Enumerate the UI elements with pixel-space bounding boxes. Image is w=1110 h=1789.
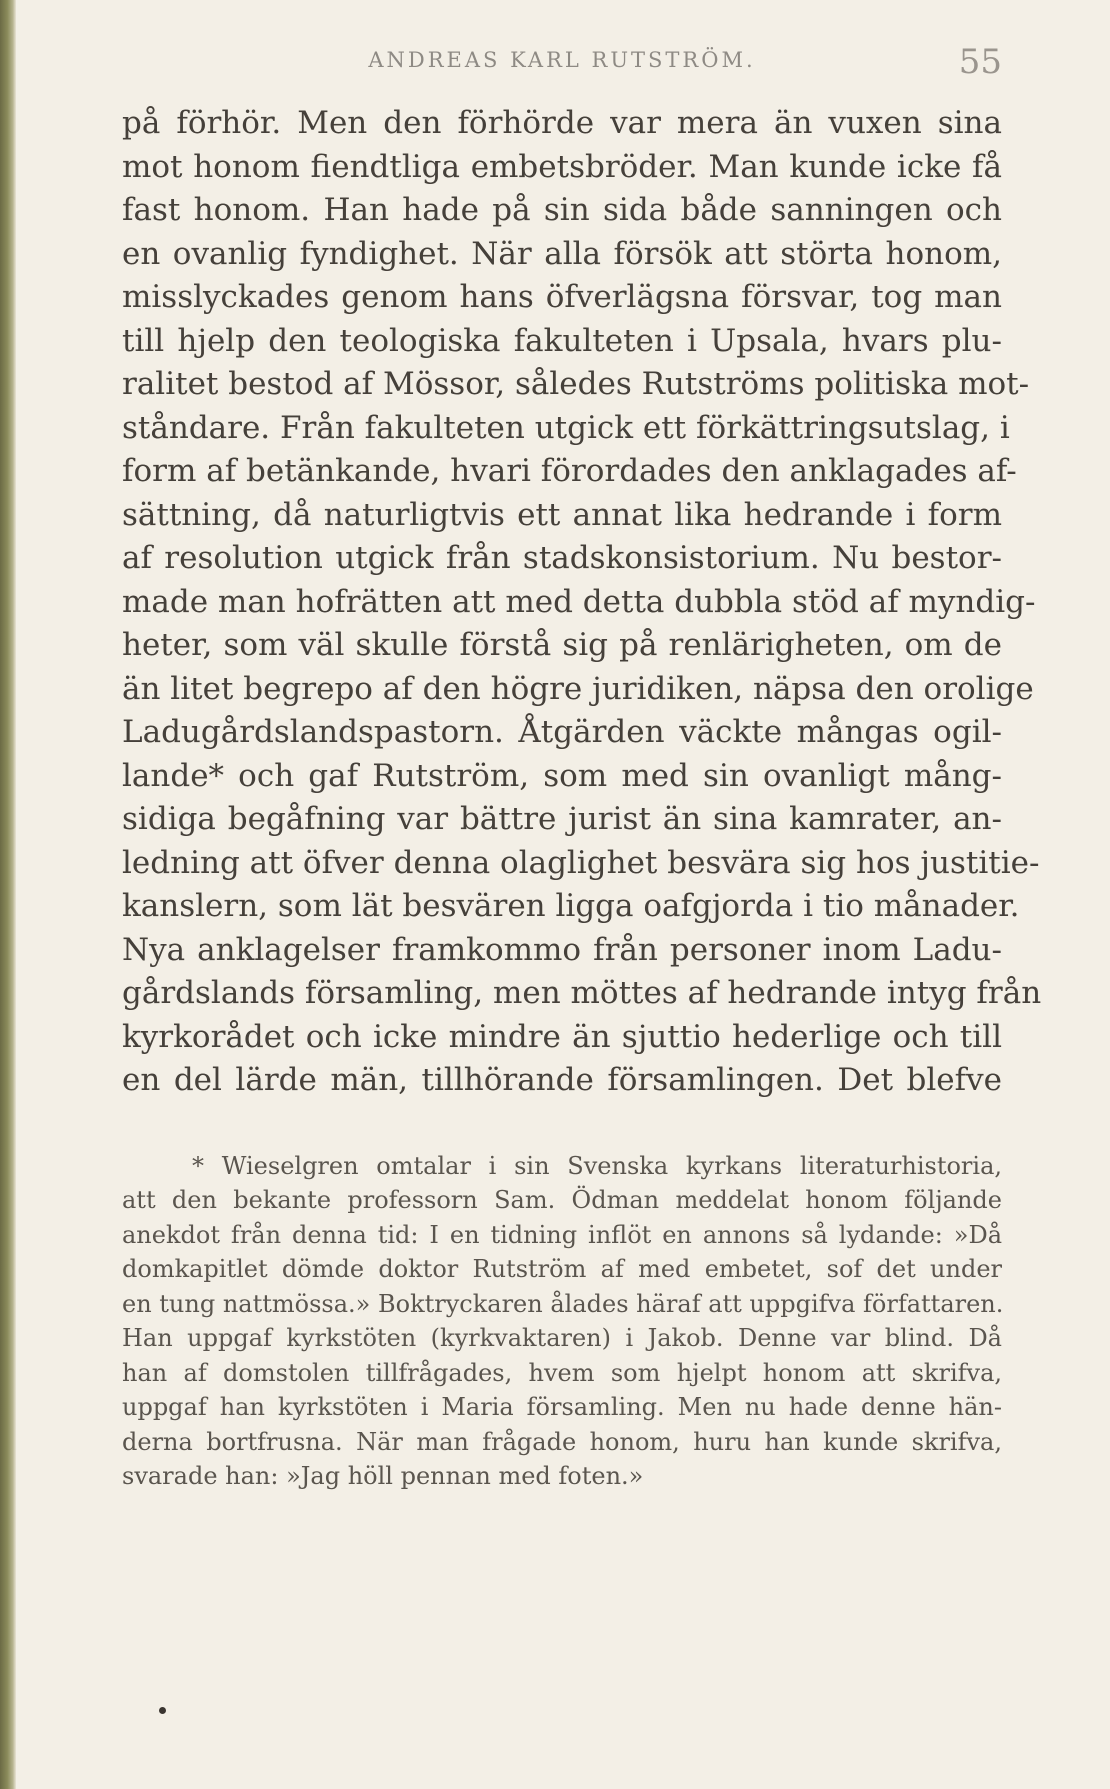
- text-line: ledning att öfver denna olaglighet besvära sig hos justitie-: [122, 844, 1040, 881]
- page-number: 55: [958, 42, 1002, 82]
- footnote-line: uppgaf han kyrkstöten i Maria församling. Men nu hade denne hän-: [122, 1393, 1002, 1421]
- text-line: kanslern, som lät besvären ligga oafgjorda i tio månader.: [122, 888, 1020, 924]
- footnote-line: han af domstolen tillfrågades, hvem som hjelpt honom att skrifva,: [122, 1358, 1002, 1387]
- binding-edge: [0, 0, 16, 1789]
- footnote-line: domkapitlet dömde doktor Rutström af med embetet, sof det under: [122, 1255, 1002, 1283]
- text-line: made man hofrätten att med detta dubbla stöd af myndig-: [122, 583, 1036, 620]
- footnote-line: derna bortfrusna. När man frågade honom, huru han kunde skrifva,: [122, 1427, 1002, 1456]
- footnote-line: * Wieselgren omtalar i sin Svenska kyrkans literaturhistoria,: [192, 1151, 1002, 1180]
- text-line: ralitet bestod af Mössor, således Rutströms politiska mot-: [122, 366, 1030, 402]
- text-line: lande* och gaf Rutström, som med sin ovanligt mång-: [122, 757, 1002, 794]
- text-line: heter, som väl skulle förstå sig på renlärigheten, om de: [122, 627, 1002, 663]
- footnote-line: att den bekante professorn Sam. Ödman meddelat honom följande: [122, 1186, 1002, 1214]
- running-title: ANDREAS KARL RUTSTRÖM.: [368, 48, 756, 72]
- book-page: [122, 40, 1042, 1494]
- text-line: till hjelp den teologiska fakulteten i Upsala, hvars plu-: [122, 322, 1002, 359]
- footnote-line: anekdot från denna tid: I en tidning inflöt en annons så lydande: »Då: [122, 1220, 1002, 1249]
- body-text: [122, 102, 1042, 1103]
- footnote-line: en tung nattmössa.» Boktryckaren ålades häraf att uppgifva författaren.: [122, 1289, 1004, 1318]
- text-line: form af betänkande, hvari förordades den anklagades af-: [122, 453, 1017, 489]
- running-header: [122, 40, 1002, 80]
- text-line: gårdslands församling, men möttes af hedrande intyg från: [122, 975, 1042, 1011]
- ink-speck: [159, 1707, 166, 1714]
- text-line: af resolution utgick från stadskonsistorium. Nu bestor-: [122, 540, 1002, 576]
- text-line: än litet begrepo af den högre juridiken, näpsa den orolige: [122, 670, 1034, 707]
- footnote-line: svarade han: »Jag höll pennan med foten.»: [122, 1462, 644, 1490]
- text-line: mot honom fiendtliga embetsbröder. Man kunde icke få: [122, 148, 1002, 185]
- text-line: Ladugårdslandspastorn. Åtgärden väckte mångas ogil-: [122, 714, 1002, 750]
- text-line: Nya anklagelser framkommo från personer inom Ladu-: [122, 931, 1002, 968]
- text-line: fast honom. Han hade på sin sida både sanningen och: [122, 192, 1002, 228]
- text-line: en del lärde män, tillhörande församlingen. Det blefve: [122, 1062, 1002, 1098]
- footnote: [122, 1149, 1002, 1494]
- text-line: på förhör. Men den förhörde var mera än vuxen sina: [122, 105, 1002, 141]
- text-line: ståndare. Från fakulteten utgick ett förkättringsutslag, i: [122, 409, 1010, 446]
- text-line: misslyckades genom hans öfverlägsna försvar, tog man: [122, 279, 1002, 315]
- footnote-line: Han uppgaf kyrkstöten (kyrkvaktaren) i Jakob. Denne var blind. Då: [122, 1324, 1002, 1352]
- text-line: sidiga begåfning var bättre jurist än sina kamrater, an-: [122, 801, 1002, 837]
- text-line: kyrkorådet och icke mindre än sjuttio hederlige och till: [122, 1018, 1002, 1055]
- text-line: en ovanlig fyndighet. När alla försök att störta honom,: [122, 235, 1002, 272]
- text-line: sättning, då naturligtvis ett annat lika hedrande i form: [122, 496, 1002, 533]
